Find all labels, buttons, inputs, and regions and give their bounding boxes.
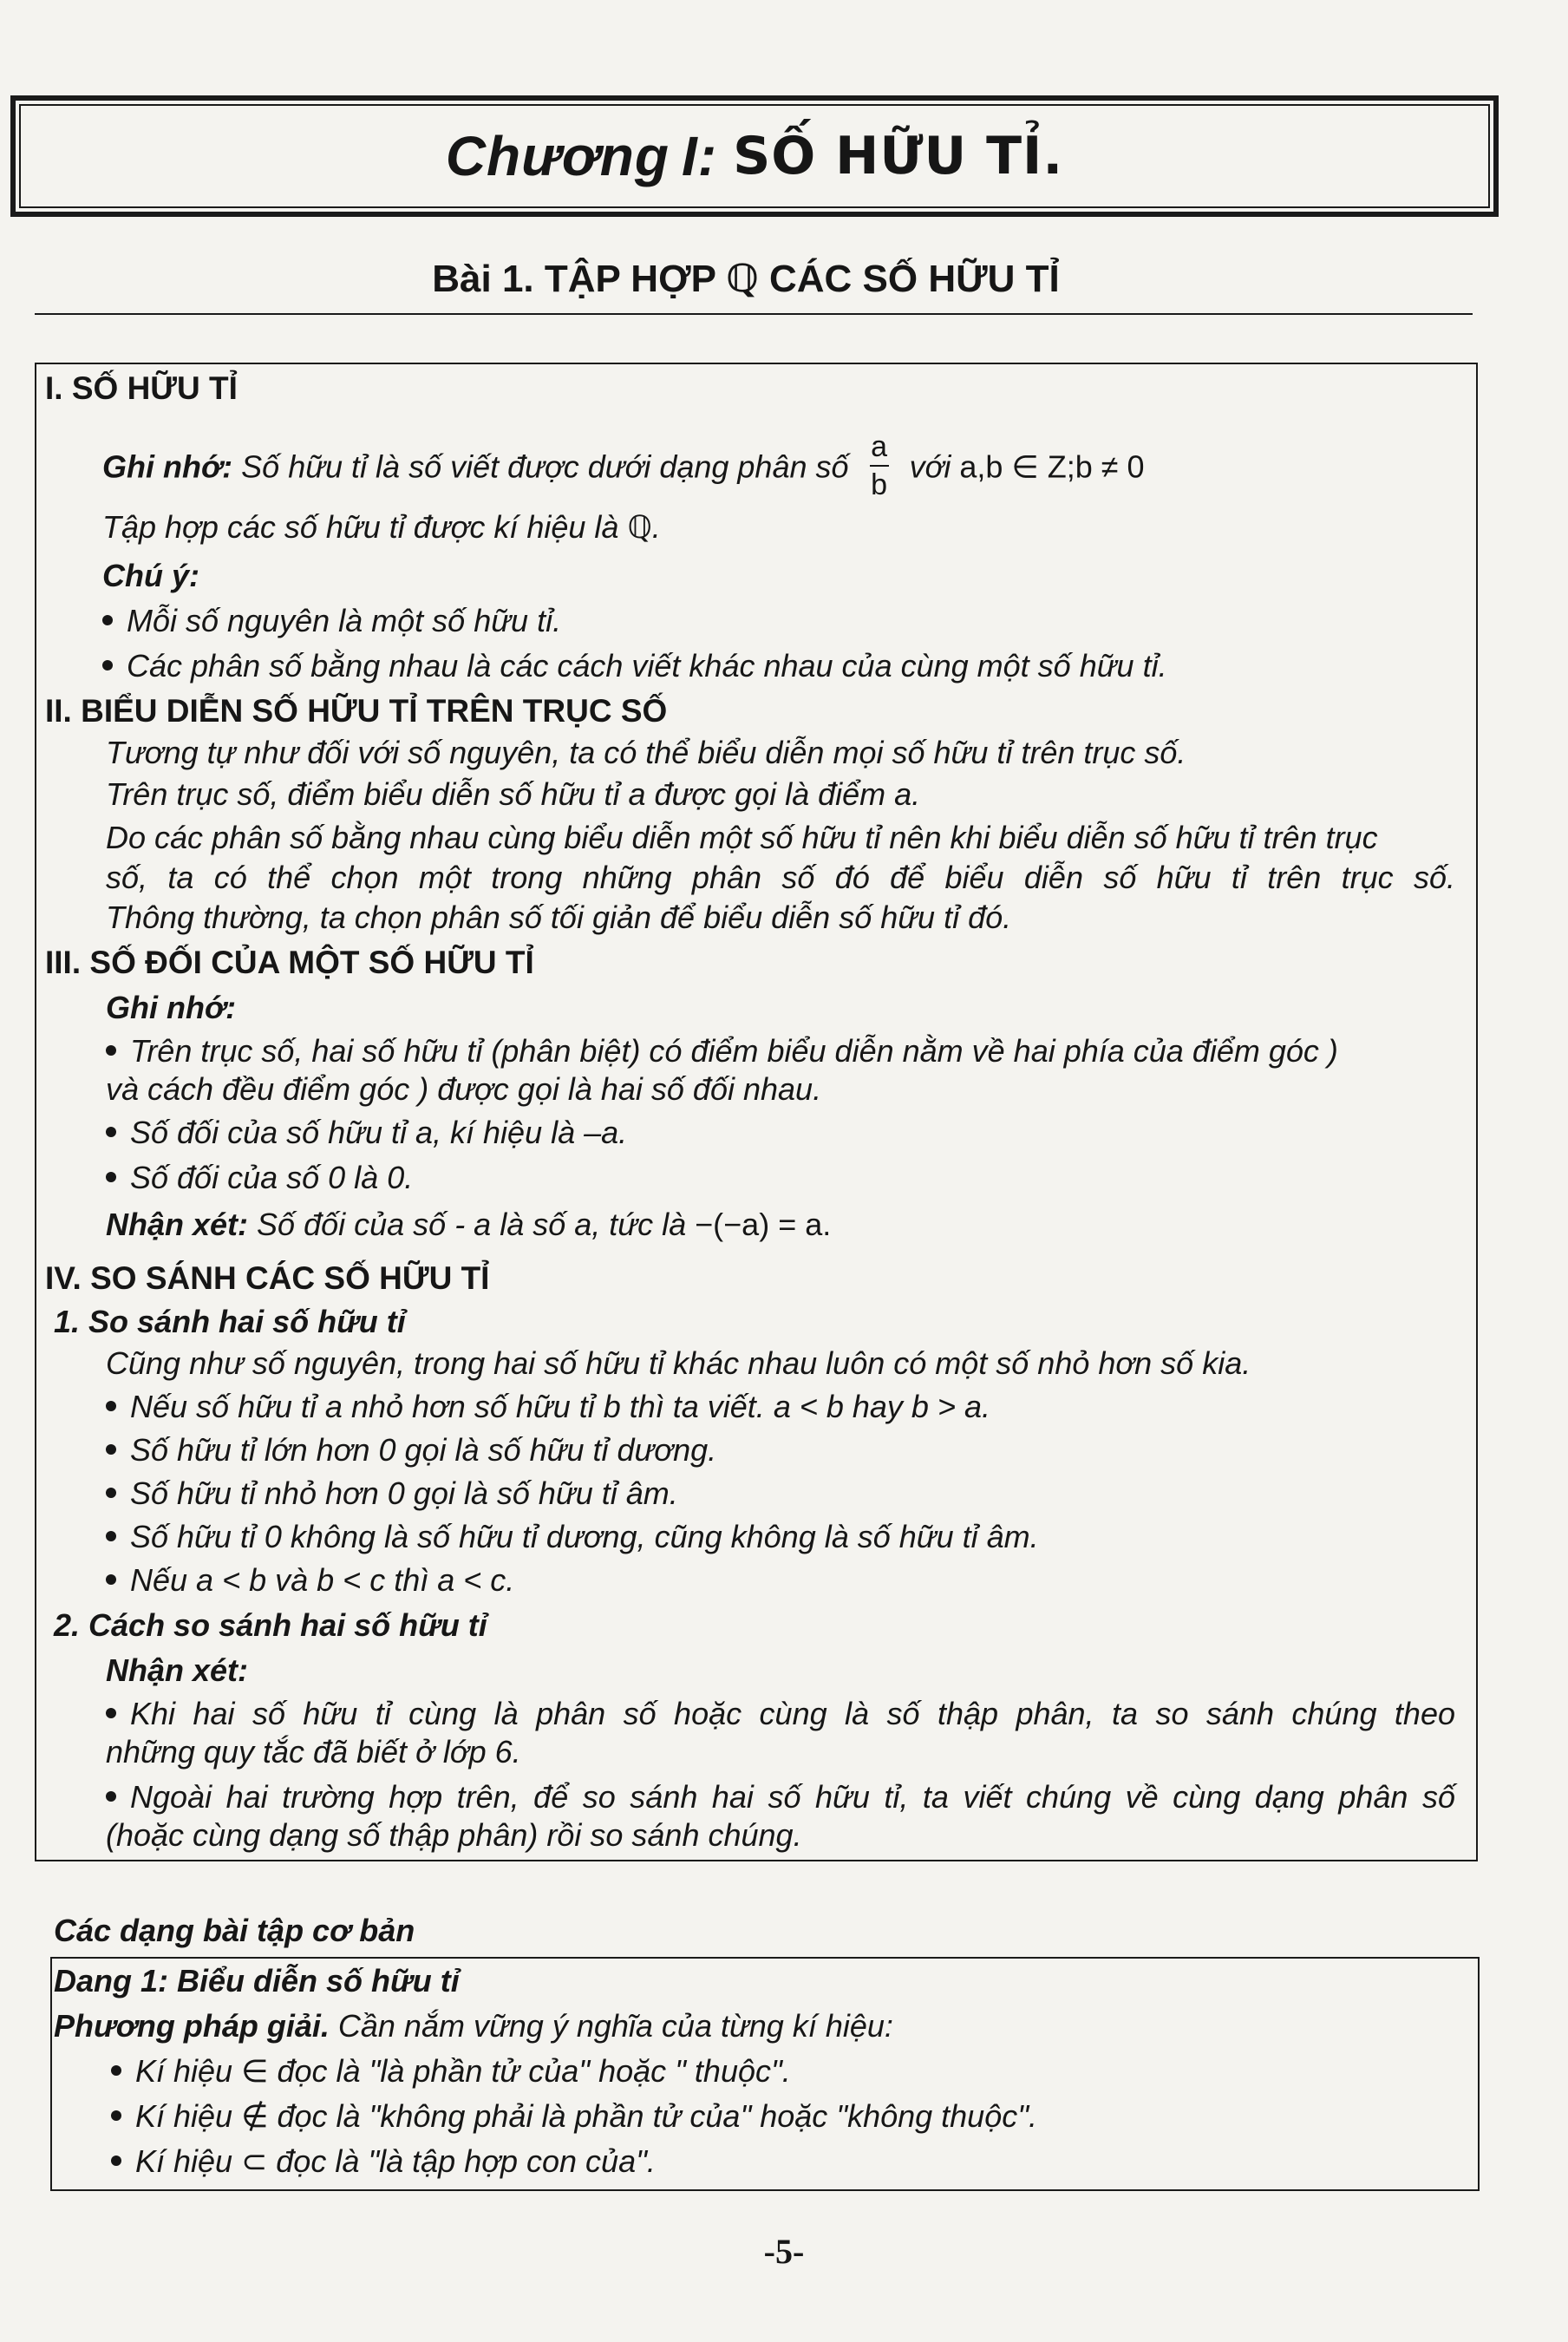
method-text: Cần nắm vững ý nghĩa của từng kí hiệu: [337, 2008, 893, 2044]
bullet-icon [102, 615, 113, 625]
s4-bullet [106, 1388, 990, 1426]
s1-ghinho-label: Ghi nhớ: [102, 448, 233, 485]
s3-bullet-text: Số đối của số 0 là 0. [130, 1160, 414, 1195]
s3-remark-math: −(−a) = a. [695, 1207, 832, 1242]
fraction-a-over-b [870, 430, 889, 501]
s2-paragraph-1: Tương tự như đối với số nguyên, ta có thể biểu diễn mọi số hữu tỉ trên trục số. [106, 735, 1186, 770]
bullet-icon [106, 1488, 116, 1498]
bullet-icon [102, 660, 113, 671]
bullet-icon [111, 2065, 121, 2076]
s3-ghinho-label: Ghi nhớ: [106, 990, 237, 1025]
fraction-numerator: a [871, 430, 887, 463]
s2-paragraph-2: Trên trục số, điểm biểu diễn số hữu tỉ a được gọi là điểm a. [106, 776, 921, 812]
s4-subheading-1: 1. So sánh hai số hữu tỉ [54, 1304, 406, 1339]
chapter-prefix: Chương [445, 125, 670, 187]
lesson-title: Bài 1. TẬP HỢP ℚ CÁC SỐ HỮU TỈ [432, 258, 1060, 300]
s4-bullet-text: Số hữu tỉ lớn hơn 0 gọi là số hữu tỉ dương. [130, 1432, 717, 1468]
bullet-icon [106, 1708, 116, 1718]
symbol-meaning: đọc là "là phần tử của" hoặc " thuộc". [277, 2053, 791, 2089]
bullet-icon [111, 2110, 121, 2121]
symbol-prefix: Kí hiệu [135, 2143, 233, 2179]
fraction-bar [870, 465, 889, 467]
symbol-item-element-of [111, 2052, 791, 2090]
chapter-name: SỐ HỮU TỈ. [733, 126, 1064, 186]
symbol-prefix: Kí hiệu [135, 2053, 233, 2089]
s4-bullet [106, 1561, 514, 1599]
bullet-icon [106, 1401, 116, 1411]
s3-bullet-1-line-1 [106, 1032, 1338, 1070]
s4-remark-text: Khi hai số hữu tỉ cùng là phân số hoặc cùng là số thập phân, ta so sánh chúng theo [130, 1696, 1455, 1731]
s1-note-text: Mỗi số nguyên là một số hữu tỉ. [127, 603, 562, 638]
s4-bullet-text: Số hữu tỉ nhỏ hơn 0 gọi là số hữu tỉ âm. [130, 1475, 678, 1511]
s1-definition [102, 430, 1145, 505]
s3-remark-label: Nhận xét: [106, 1207, 249, 1242]
s4-remark-text: Ngoài hai trường hợp trên, để so sánh hai số hữu tỉ, ta viết chúng về cùng dạng phân số [130, 1779, 1455, 1815]
method-label: Phương pháp giải. [54, 2008, 330, 2044]
s4-bullet [106, 1431, 716, 1469]
s4-remark-1-line-2: những quy tắc đã biết ở lớp 6. [106, 1734, 521, 1770]
s4-remark-label: Nhận xét: [106, 1652, 249, 1688]
bullet-icon [106, 1574, 116, 1585]
s4-bullet-text: Số hữu tỉ 0 không là số hữu tỉ dương, cũng không là số hữu tỉ âm. [130, 1519, 1039, 1554]
page-number: -5- [763, 2232, 805, 2271]
s2-paragraph-3-line-1: Do các phân số bằng nhau cùng biểu diễn một số hữu tỉ nên khi biểu diễn số hữu tỉ trên trục [106, 820, 1378, 855]
bullet-icon [106, 1531, 116, 1541]
s1-note-label: Chú ý: [102, 558, 199, 593]
s3-bullet-1-line-2: và cách đều điểm góc ) được gọi là hai số đối nhau. [106, 1071, 822, 1107]
s1-note-text: Các phân số bằng nhau là các cách viết khác nhau của cùng một số hữu tỉ. [127, 648, 1167, 684]
s4-bullet-text: Nếu số hữu tỉ a nhỏ hơn số hữu tỉ b thì ta viết. a < b hay b > a. [130, 1389, 991, 1424]
s4-remark-2-line-1 [106, 1778, 1455, 1816]
chapter-numeral: I: [681, 125, 718, 187]
s3-bullet-2 [106, 1114, 627, 1152]
not-element-of-symbol: ∉ [241, 2098, 269, 2134]
s1-condition-prefix: với [909, 448, 951, 485]
element-of-symbol: ∈ [241, 2053, 269, 2089]
symbol-meaning: đọc là "không phải là phần tử của" hoặc "không thuộc". [277, 2098, 1038, 2134]
symbol-item-subset [111, 2142, 656, 2181]
subset-symbol: ⊂ [241, 2143, 268, 2179]
s1-ghinho-text: Số hữu tỉ là số viết được dưới dạng phân số [241, 448, 849, 485]
symbol-prefix: Kí hiệu [135, 2098, 233, 2134]
symbol-meaning: đọc là "là tập hợp con của". [276, 2143, 656, 2179]
s4-bullet [106, 1518, 1039, 1556]
s3-remark-text: Số đối của số - a là số a, tức là [257, 1207, 687, 1242]
s1-note-item [102, 602, 561, 640]
exercises-heading: Các dạng bài tập cơ bản [54, 1913, 415, 1948]
bullet-icon [106, 1791, 116, 1802]
s4-bullet [106, 1475, 678, 1513]
s3-bullet-text: Trên trục số, hai số hữu tỉ (phân biệt) có điểm biểu diễn nằm về hai phía của điểm góc ) [130, 1033, 1338, 1069]
lesson-title-rule [35, 313, 1473, 315]
section-1-heading: I. SỐ HỮU TỈ [45, 370, 238, 406]
s2-paragraph-3-line-3: Thông thường, ta chọn phân số tối giản để biểu diễn số hữu tỉ đó. [106, 900, 1012, 935]
s1-note-item [102, 647, 1167, 685]
dang-1-title: Dang 1: Biểu diễn số hữu tỉ [54, 1963, 460, 1999]
s1-condition-math: a,b ∈ Z;b ≠ 0 [959, 448, 1145, 485]
s3-remark [106, 1206, 831, 1244]
s4-paragraph-1: Cũng như số nguyên, trong hai số hữu tỉ khác nhau luôn có một số nhỏ hơn số kia. [106, 1345, 1251, 1381]
dang-1-method [54, 2007, 893, 2045]
bullet-icon [111, 2156, 121, 2166]
fraction-denominator: b [871, 468, 887, 501]
bullet-icon [106, 1127, 116, 1137]
s4-remark-1-line-1 [106, 1695, 1455, 1733]
s4-remark-2-line-2: (hoặc cùng dạng số thập phân) rồi so sánh chúng. [106, 1817, 802, 1853]
s4-bullet-text: Nếu a < b và b < c thì a < c. [130, 1562, 515, 1598]
s1-set-notation: Tập hợp các số hữu tỉ được kí hiệu là ℚ. [102, 509, 661, 545]
section-3-heading: III. SỐ ĐỐI CỦA MỘT SỐ HỮU TỈ [45, 945, 534, 980]
s3-bullet-3 [106, 1159, 413, 1197]
chapter-title [19, 104, 1490, 208]
bullet-icon [106, 1444, 116, 1455]
section-4-heading: IV. SO SÁNH CÁC SỐ HỮU TỈ [45, 1260, 490, 1296]
bullet-icon [106, 1172, 116, 1182]
section-2-heading: II. BIỂU DIỄN SỐ HỮU TỈ TRÊN TRỤC SỐ [45, 693, 668, 729]
s2-paragraph-3-line-2: số, ta có thể chọn một trong những phân số đó để biểu diễn số hữu tỉ trên trục số. [106, 860, 1455, 895]
s4-subheading-2: 2. Cách so sánh hai số hữu tỉ [54, 1607, 487, 1643]
bullet-icon [106, 1045, 116, 1056]
symbol-item-not-element-of [111, 2097, 1037, 2136]
s3-bullet-text: Số đối của số hữu tỉ a, kí hiệu là –a. [130, 1115, 628, 1150]
